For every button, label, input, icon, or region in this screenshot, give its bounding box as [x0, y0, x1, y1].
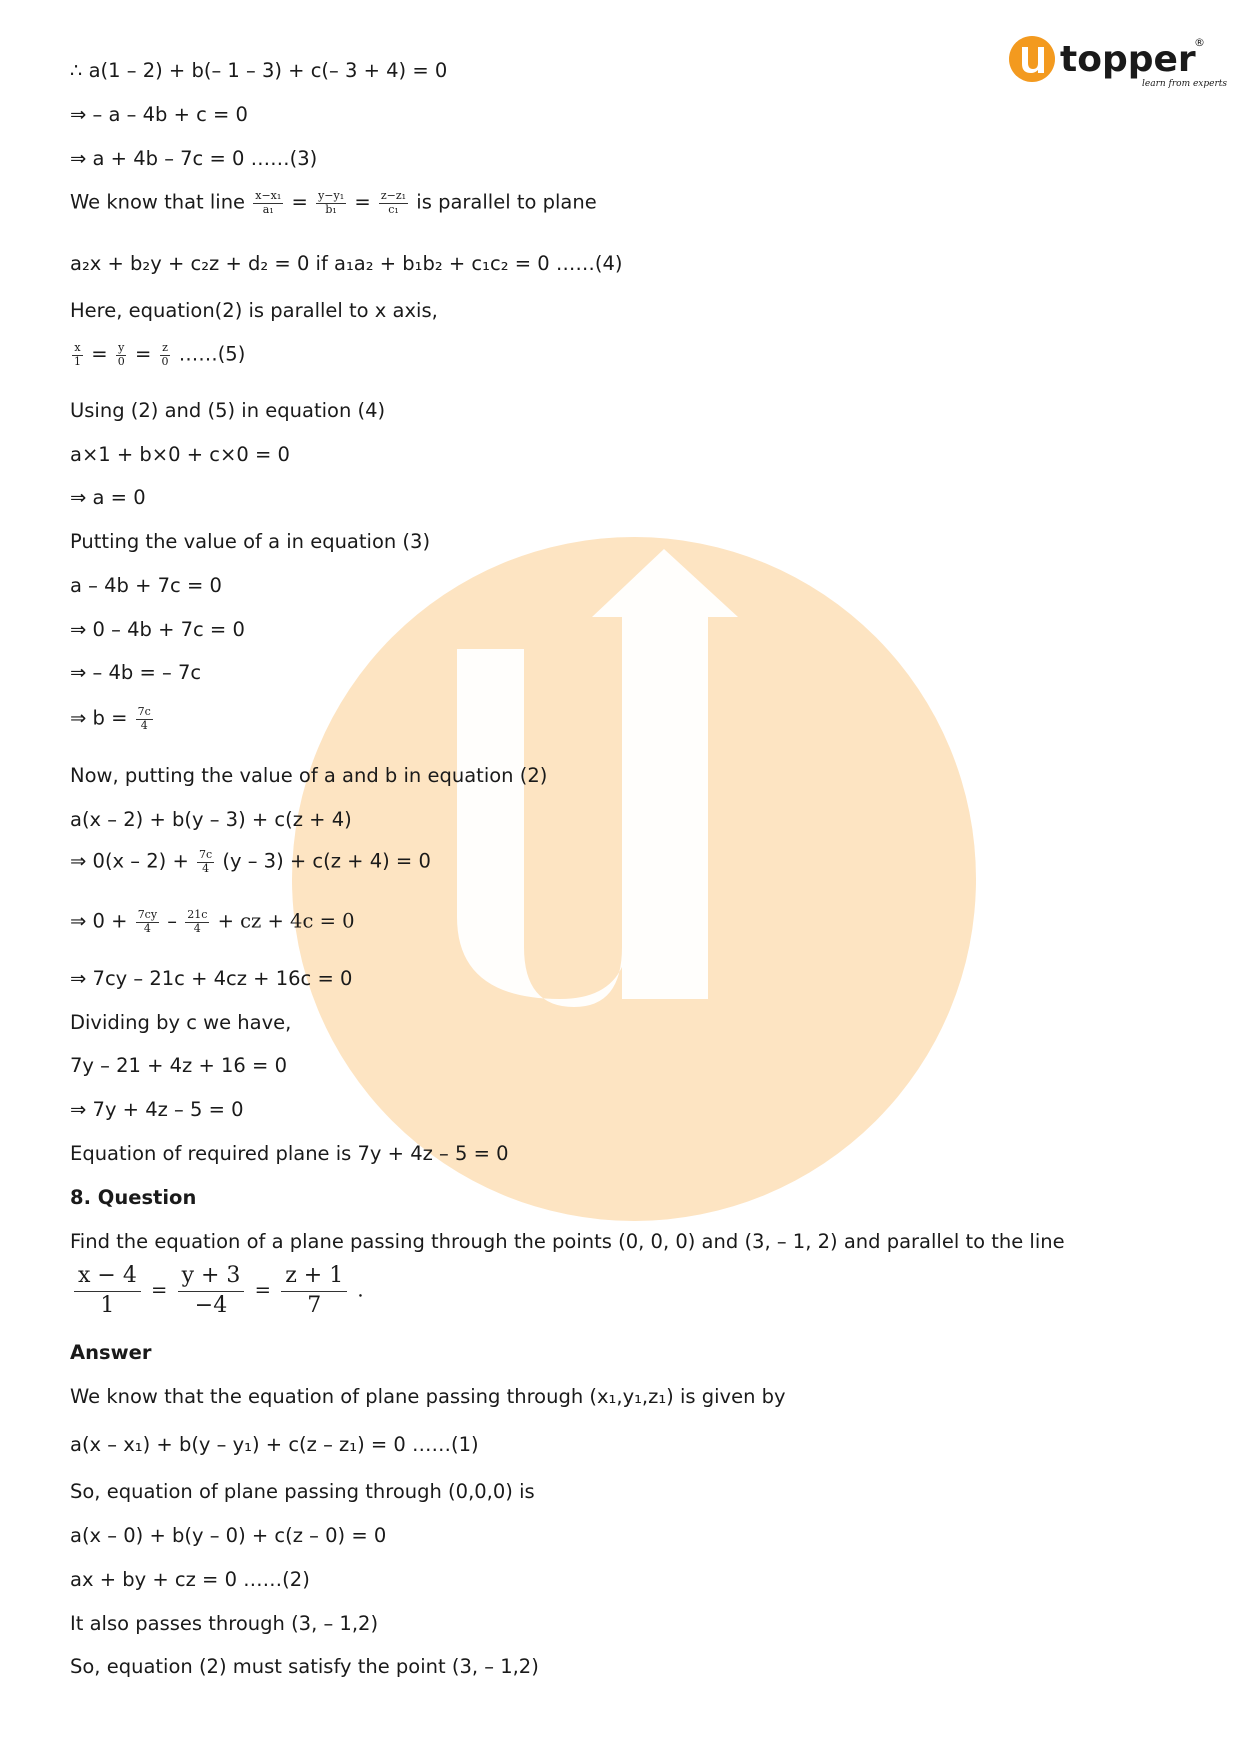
text-line: ⇒ 7cy – 21c + 4cz + 16c = 0 — [70, 967, 353, 990]
text-line: ⇒ – a – 4b + c = 0 — [70, 103, 248, 126]
fraction — [316, 190, 346, 216]
fraction — [379, 190, 408, 216]
denominator: 0 — [161, 354, 169, 368]
equals-sign: = — [291, 190, 308, 214]
text-line: a(x – 2) + b(y – 3) + c(z + 4) — [70, 808, 352, 831]
text-line: Putting the value of a in equation (3) — [70, 530, 431, 553]
text-line: ax + by + cz = 0 ……(2) — [70, 1568, 310, 1591]
numerator: y−y₁ — [318, 189, 345, 202]
denominator: 4 — [143, 921, 151, 935]
numerator: x−x₁ — [255, 189, 282, 202]
logo-text: topper — [1060, 39, 1196, 80]
text-line: ⇒ a = 0 — [70, 486, 146, 509]
denominator: a₁ — [262, 202, 274, 216]
minus-sign: – — [167, 909, 178, 933]
numerator: z — [162, 341, 168, 354]
logo-tagline: learn from experts — [1142, 79, 1228, 89]
registered-mark: ® — [1194, 36, 1205, 49]
text-span: is parallel to plane — [416, 190, 597, 214]
denominator: 1 — [74, 354, 81, 368]
numerator: 21c — [187, 908, 208, 921]
equals-sign: = — [91, 342, 108, 366]
text-line — [70, 909, 355, 935]
numerator: 7cy — [137, 908, 158, 921]
period: . — [357, 1278, 364, 1302]
text-line: a – 4b + 7c = 0 — [70, 574, 222, 597]
text-line: We know that the equation of plane passing through (x₁,y₁,z₁) is given by — [70, 1385, 786, 1408]
numerator: x — [74, 341, 81, 354]
numerator: y + 3 — [178, 1262, 245, 1292]
fraction — [253, 190, 283, 216]
text-line: So, equation (2) must satisfy the point (3, – 1,2) — [70, 1655, 539, 1678]
denominator: 4 — [193, 921, 201, 935]
numerator: 7c — [137, 705, 151, 718]
watermark-logo — [292, 537, 976, 1221]
text-span: ⇒ b = — [70, 706, 128, 730]
text-span: ⇒ 0 + — [70, 909, 128, 933]
equals-sign: = — [354, 190, 371, 214]
topper-logo — [1008, 32, 1228, 96]
fraction — [185, 909, 209, 935]
fraction — [178, 1262, 245, 1320]
fraction — [74, 1262, 141, 1320]
equals-sign: = — [254, 1278, 271, 1302]
denominator: 1 — [100, 1292, 115, 1318]
text-line: It also passes through (3, – 1,2) — [70, 1612, 379, 1635]
text-line: ⇒ 0 – 4b + 7c = 0 — [70, 618, 245, 641]
numerator: z−z₁ — [380, 189, 407, 202]
question-text: Find the equation of a plane passing through the points (0, 0, 0) and (3, – 1, 2) and parallel to the line — [70, 1230, 1065, 1253]
text-line — [70, 342, 245, 368]
text-line: a(x – 0) + b(y – 0) + c(z – 0) = 0 — [70, 1524, 387, 1547]
fraction — [160, 342, 171, 368]
text-line: ⇒ 7y + 4z – 5 = 0 — [70, 1098, 244, 1121]
text-line — [70, 190, 597, 216]
numerator: y — [118, 341, 125, 354]
numerator: 7c — [199, 848, 213, 861]
text-span: ⇒ 0(x – 2) + — [70, 849, 189, 873]
denominator: b₁ — [325, 202, 337, 216]
denominator: −4 — [194, 1292, 228, 1318]
text-line: a₂x + b₂y + c₂z + d₂ = 0 if a₁a₂ + b₁b₂ + c₁c₂ = 0 ……(4) — [70, 252, 623, 275]
fraction — [197, 849, 214, 875]
denominator: 4 — [140, 718, 148, 732]
text-line — [70, 849, 431, 875]
text-line: So, equation of plane passing through (0,0,0) is — [70, 1480, 535, 1503]
text-line: Here, equation(2) is parallel to x axis, — [70, 299, 438, 322]
text-line: ∴ a(1 – 2) + b(– 1 – 3) + c(– 3 + 4) = 0 — [70, 59, 448, 82]
denominator: 4 — [202, 861, 210, 875]
text-line: Equation of required plane is 7y + 4z – 5 = 0 — [70, 1142, 509, 1165]
text-line: Now, putting the value of a and b in equation (2) — [70, 764, 548, 787]
denominator: 0 — [117, 354, 125, 368]
numerator: x − 4 — [74, 1262, 141, 1292]
equals-sign: = — [151, 1278, 168, 1302]
text-line: 7y – 21 + 4z + 16 = 0 — [70, 1054, 287, 1077]
text-span: We know that line — [70, 190, 246, 214]
fraction — [116, 342, 127, 368]
text-line: ⇒ – 4b = – 7c — [70, 661, 202, 684]
denominator: c₁ — [388, 202, 399, 216]
fraction — [72, 342, 83, 368]
question-heading: 8. Question — [70, 1186, 197, 1209]
text-line: ⇒ a + 4b – 7c = 0 ……(3) — [70, 147, 318, 170]
numerator: z + 1 — [281, 1262, 347, 1292]
answer-heading: Answer — [70, 1341, 152, 1364]
text-line — [70, 706, 155, 732]
text-line: a(x – x₁) + b(y – y₁) + c(z – z₁) = 0 ……(1) — [70, 1433, 479, 1456]
fraction — [281, 1262, 347, 1320]
denominator: 7 — [307, 1292, 322, 1318]
text-line: Dividing by c we have, — [70, 1011, 292, 1034]
text-span: + cz + 4c = 0 — [217, 909, 355, 933]
question-line-equation — [70, 1262, 364, 1320]
text-span: ……(5) — [178, 342, 246, 366]
fraction — [136, 909, 159, 935]
text-span: (y – 3) + c(z + 4) = 0 — [222, 849, 431, 873]
text-line: a×1 + b×0 + c×0 = 0 — [70, 443, 290, 466]
text-line: Using (2) and (5) in equation (4) — [70, 399, 386, 422]
equals-sign: = — [134, 342, 152, 366]
fraction — [136, 706, 153, 732]
